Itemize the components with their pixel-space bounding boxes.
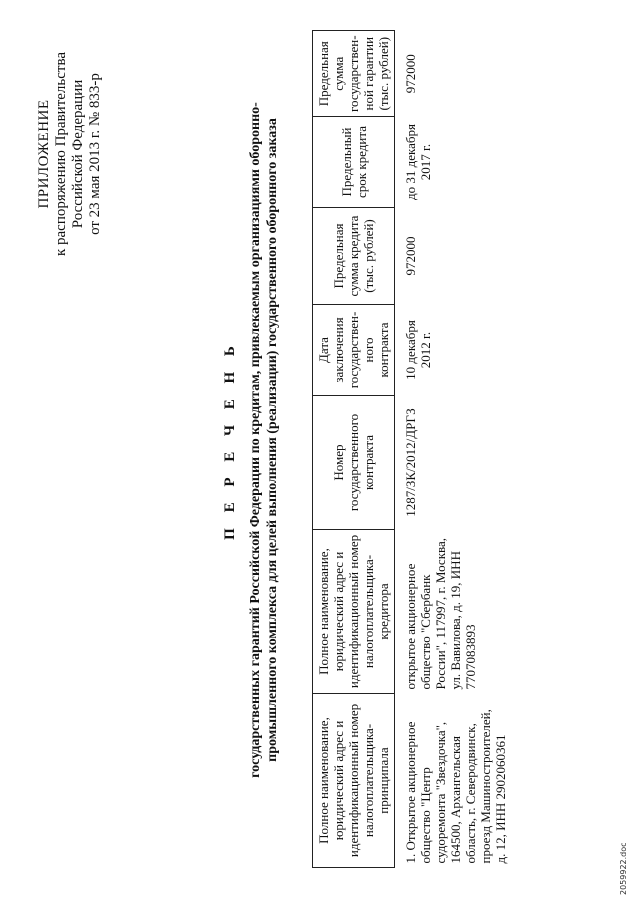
- cell-guarantee-amount: 972000: [403, 54, 418, 94]
- table-header-row: [313, 31, 395, 868]
- document-subtitle: промышленного комплекса для целей выполнения (реализации) государственного оборонного заказа: [265, 118, 280, 762]
- appendix-line: к распоряжению Правительства: [53, 52, 69, 257]
- header-contract-number: Номер государственного контракта: [313, 396, 395, 530]
- guarantee-table: [312, 30, 508, 868]
- document-subtitle: государственных гарантий Российской Федерации по кредитам, привлекаемым организациями оборонно-: [248, 102, 263, 778]
- header-credit-term: Предельный срок кредита: [313, 117, 395, 208]
- cell-credit-term: до 31 декабря 2017 г.: [403, 124, 433, 200]
- document-title: П Е Р Е Ч Е Н Ь: [222, 340, 238, 540]
- cell-contract-date: 10 декабря 2012 г.: [403, 320, 433, 380]
- document-heading: [222, 45, 281, 835]
- cell-creditor: открытое акционерное общество "Сбербанк России", 117997, г. Москва, ул. Вавилова, д. 19, ИНН 7707083893: [403, 537, 478, 690]
- cell-contract-number: 1287/ЗК/2012/ДРГЗ: [403, 408, 418, 517]
- table-row: [395, 31, 509, 868]
- appendix-title: ПРИЛОЖЕНИЕ: [36, 99, 52, 209]
- header-guarantee-amount: Предельная сумма государствен-ной гарантии (тыс. рублей): [313, 31, 395, 117]
- appendix-line: Российской Федерации: [70, 79, 86, 229]
- header-contract-date: Дата заключения государствен-ного контракта: [313, 305, 395, 396]
- header-principal: Полное наименование, юридический адрес и идентификационный номер налогоплательщика-принципала: [313, 694, 395, 868]
- footer-file-code: 2059922.doc: [619, 842, 628, 895]
- appendix-date: от 23 мая 2013 г. № 833-р: [87, 73, 103, 235]
- cell-credit-amount: 972000: [403, 236, 418, 276]
- header-credit-amount: Предельная сумма кредита (тыс. рублей): [313, 208, 395, 305]
- cell-principal: 1. Открытое акционерное общество "Центр судоремонта "Звездочка", 164500, Архангельская область, г. Северодвинск, проезд Машиностроителей, д. 12, ИНН 2902060361: [403, 709, 508, 864]
- header-creditor: Полное наименование, юридический адрес и идентификационный номер налогоплательщика-кредитора: [313, 530, 395, 694]
- appendix-block: [36, 52, 104, 256]
